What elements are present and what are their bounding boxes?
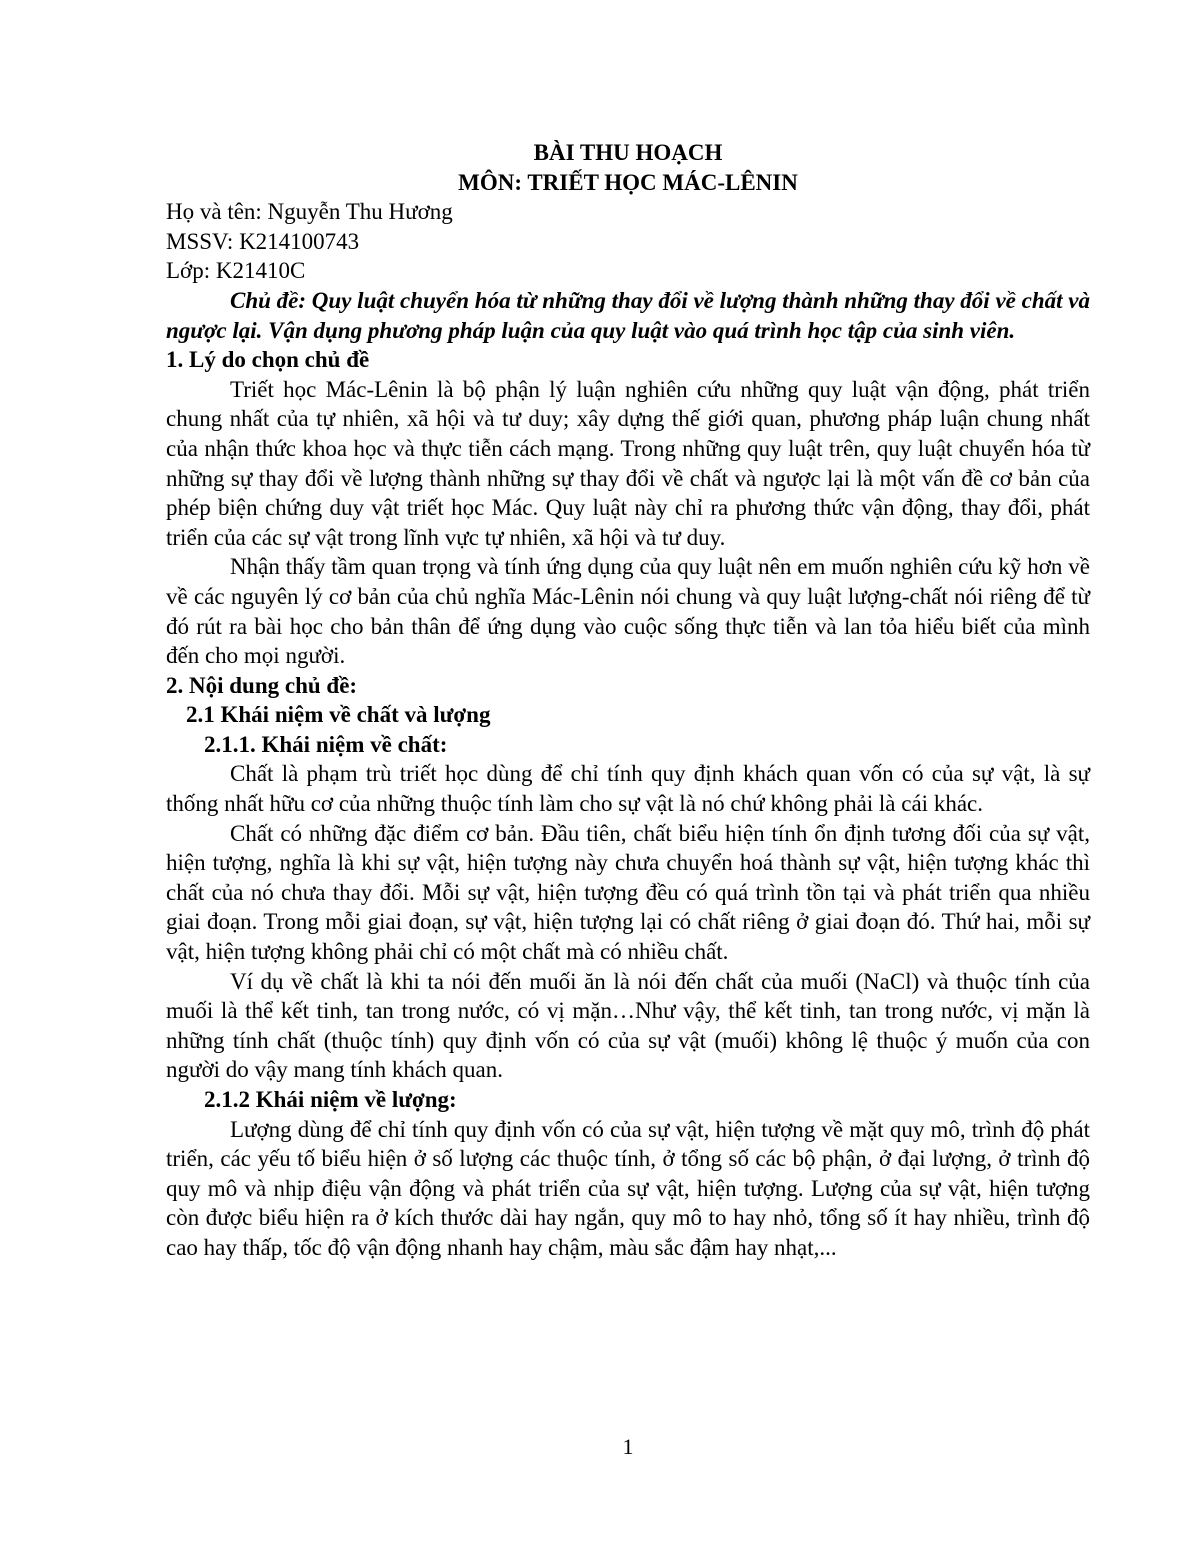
section-heading: 1. Lý do chọn chủ đề [166,347,370,373]
student-class: Lớp: K21410C [166,258,306,284]
subsection-heading: 2.1 Khái niệm về chất và lượng [186,702,491,728]
body-paragraph: Chất có những đặc điểm cơ bản. Đầu tiên, chất biểu hiện tính ổn định tương đối của sự vật, hiện tượng, nghĩa là khi sự vật, hiện tượng này chưa chuyển hoá thành sự vật, hiện tượng khác thì chất của nó chưa thay đổi. Mỗi sự vật, hiện tượng đều có quá trình tồn tại và phát triển qua nhiều giai đoạn. Trong mỗi giai đoạn, sự vật, hiện tượng lại có chất riêng ở giai đoạn đó. Thứ hai, mỗi sự vật, hiện tượng không phải chỉ có một chất mà có nhiều chất. [166,820,1090,965]
subsubsection-heading: 2.1.2 Khái niệm về lượng: [204,1087,457,1112]
body-paragraph: Nhận thấy tầm quan trọng và tính ứng dụng của quy luật nên em muốn nghiên cứu kỹ hơn về về các nguyên lý cơ bản của chủ nghĩa Mác-Lênin nói chung và quy luật lượng-chất nói riêng để từ đó rút ra bài học cho bản thân để ứng dụng vào cuộc sống thực tiễn và lan tỏa hiểu biết của mình đến cho mọi người. [166,554,1090,669]
section-heading: 2. Nội dung chủ đề: [166,672,358,698]
page-number: 1 [622,1434,634,1459]
body-paragraph: Lượng dùng để chỉ tính quy định vốn có của sự vật, hiện tượng về mặt quy mô, trình độ phát triển, các yếu tố biểu hiện ở số lượng các thuộc tính, ở tổng số các bộ phận, ở đại lượng, ở trình độ quy mô và nhịp điệu vận động và phát triển của sự vật, hiện tượng. Lượng của sự vật, hiện tượng còn được biểu hiện ra ở kích thước dài hay ngắn, quy mô to hay nhỏ, tổng số ít hay nhiều, trình độ cao hay thấp, tốc độ vận động nhanh hay chậm, màu sắc đậm hay nhạt,... [166,1116,1090,1260]
subsubsection-heading: 2.1.1. Khái niệm về chất: [204,731,448,757]
topic-statement: Chủ đề: Quy luật chuyển hóa từ những thay đổi về lượng thành những thay đổi về chất và ngược lại. Vận dụng phương pháp luận của quy luật vào quá trình học tập của sinh viên. [166,287,1090,343]
body-paragraph: Triết học Mác-Lênin là bộ phận lý luận nghiên cứu những quy luật vận động, phát triển chung nhất của tự nhiên, xã hội và tư duy; xây dựng thế giới quan, phương pháp luận chung nhất của nhận thức khoa học và thực tiễn cách mạng. Trong những quy luật trên, quy luật chuyển hóa từ những sự thay đổi về lượng thành những sự thay đổi về chất và ngược lại là một vấn đề cơ bản của phép biện chứng duy vật triết học Mác. Quy luật này chỉ ra phương thức vận động, thay đổi, phát triển của các sự vật trong lĩnh vực tự nhiên, xã hội và tư duy. [166,376,1090,550]
document-title: BÀI THU HOẠCH [533,140,723,165]
document-content [166,138,1090,1263]
body-paragraph: Ví dụ về chất là khi ta nói đến muối ăn là nói đến chất của muối (NaCl) và thuộc tính của muối là thể kết tinh, tan trong nước, có vị mặn…Như vậy, thể kết tinh, tan trong nước, vị mặn là những tính chất (thuộc tính) quy định vốn có của sự vật (muối) không lệ thuộc ý muốn của con người do vậy mang tính khách quan. [166,968,1090,1083]
student-id: MSSV: K214100743 [166,228,360,254]
body-paragraph: Chất là phạm trù triết học dùng để chỉ tính quy định khách quan vốn có của sự vật, là sự thống nhất hữu cơ của những thuộc tính làm cho sự vật là nó chứ không phải là cái khác. [166,761,1090,817]
document-subject: MÔN: TRIẾT HỌC MÁC-LÊNIN [458,169,798,195]
student-name: Họ và tên: Nguyễn Thu Hương [166,199,453,225]
